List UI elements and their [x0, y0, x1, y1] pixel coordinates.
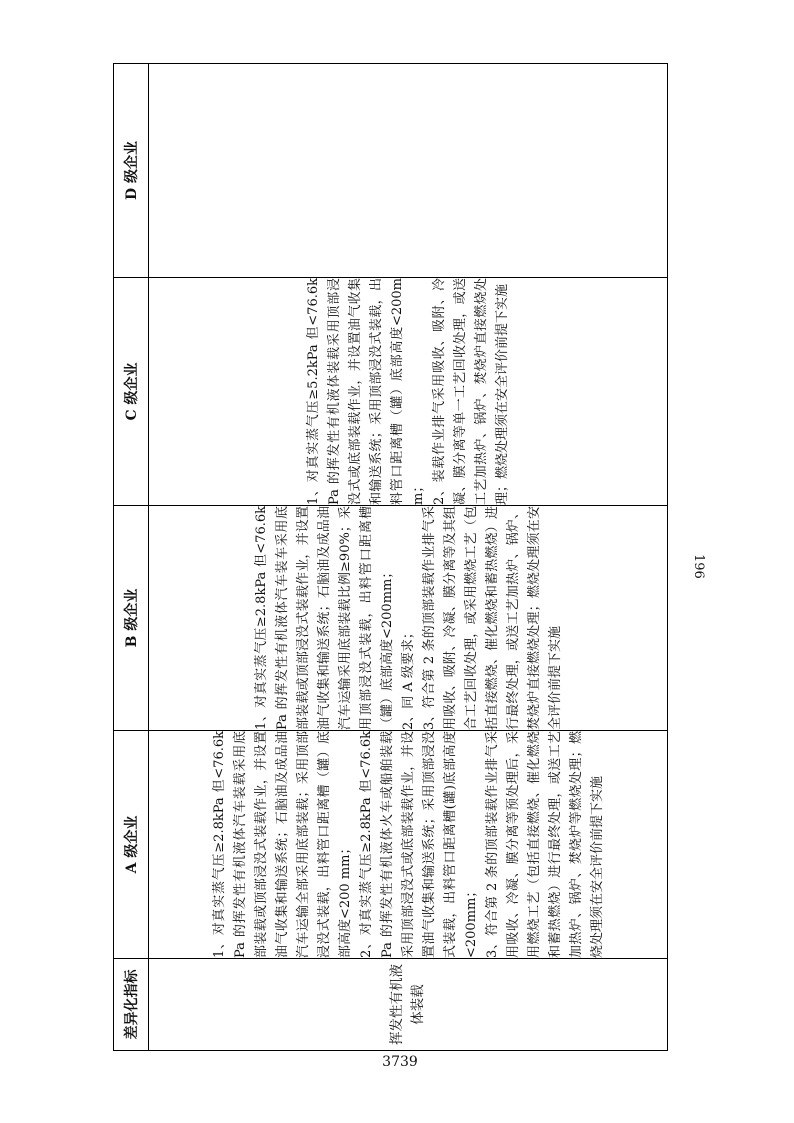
grade-b-item-3: 3、符合第 2 条的顶部装载作业排气采用吸收、吸附、冷凝、膜分离等及其组合工艺回收处理，或采用燃烧工艺（包括直接燃烧、催化燃烧和蓄热燃烧）进行最终处理，或送工艺加热炉、锅炉、焚烧炉直接燃烧处理；燃烧处理须在安全评价前提下实施 — [421, 506, 563, 730]
grade-c-cell — [149, 278, 668, 506]
page-number: 196 — [691, 554, 706, 579]
table-row — [149, 64, 668, 1051]
differentiation-table — [113, 63, 668, 1051]
grade-c-item-1: 1、对真实蒸气压≥5.2kPa 但<76.6kPa 的挥发性有机液体装载采用顶部浸没式或底部装载作业，并设置油气收集和输送系统；采用顶部浸没式装载，出料管口距离槽（罐）底部高度<200mm； — [306, 278, 426, 505]
rotated-table-container — [113, 64, 668, 1051]
header-grade-a: A 级企业 — [114, 731, 149, 959]
grade-b-item-2: 2、同 A 级要求； — [400, 626, 416, 730]
indicator-cell: 挥发性有机液体装载 — [149, 959, 668, 1051]
grade-b-cell — [149, 506, 668, 731]
header-grade-d: D 级企业 — [114, 64, 149, 278]
header-indicator: 差异化指标 — [114, 959, 149, 1051]
grade-c-item-2: 2、装载作业排气采用吸收、吸附、冷凝、膜分离等单一工艺回收处理，或送工艺加热炉、锅炉、焚烧炉直接燃烧处理；燃烧处理须在安全评价前提下实施 — [432, 278, 510, 505]
header-grade-b: B 级企业 — [114, 506, 149, 731]
footer-number: 3739 — [382, 1054, 418, 1070]
grade-a-item-3: 3、符合第 2 条的顶部装载作业排气采用吸收、冷凝、膜分离等预处理后，采用燃烧工艺（包括直接燃烧、催化燃烧和蓄热燃烧）进行最终处理，或送工艺加热炉、锅炉、焚烧炉等燃烧处理；燃烧处理须在安全评价前提下实施 — [484, 731, 605, 958]
grade-a-item-2: 2、对真实蒸气压≥2.8kPa 但<76.6kPa 的挥发性有机液体火车或船舶装载采用顶部浸没式或底部装载作业，并设置油气收集和输送系统；采用顶部浸没式装载，出料管口距离槽(罐)底部高度<200mm； — [358, 731, 479, 958]
grade-b-item-1: 1、对真实蒸气压≥2.8kPa 但<76.6kPa 的挥发性有机液体汽车装车采用底部装载或顶部浸没式装载作业，并设置油气收集和输送系统；石脑油及成品油汽车运输采用底部装载比例≥90%；采用顶部浸没式装载，出料管口距离槽（罐）底部高度<200mm； — [253, 506, 395, 730]
table-header-row — [114, 64, 149, 1051]
header-grade-c: C 级企业 — [114, 278, 149, 506]
grade-d-cell — [149, 64, 668, 278]
grade-a-item-1: 1、对真实蒸气压≥2.8kPa 但<76.6kPa 的挥发性有机液体汽车装载采用底部装载或顶部浸没式装载作业，并设置油气收集和输送系统；石脑油及成品油汽车运输全部采用底部装载；采用顶部浸没式装载，出料管口距离槽（罐）底部高度<200 mm； — [211, 731, 353, 958]
grade-a-cell — [149, 731, 668, 959]
